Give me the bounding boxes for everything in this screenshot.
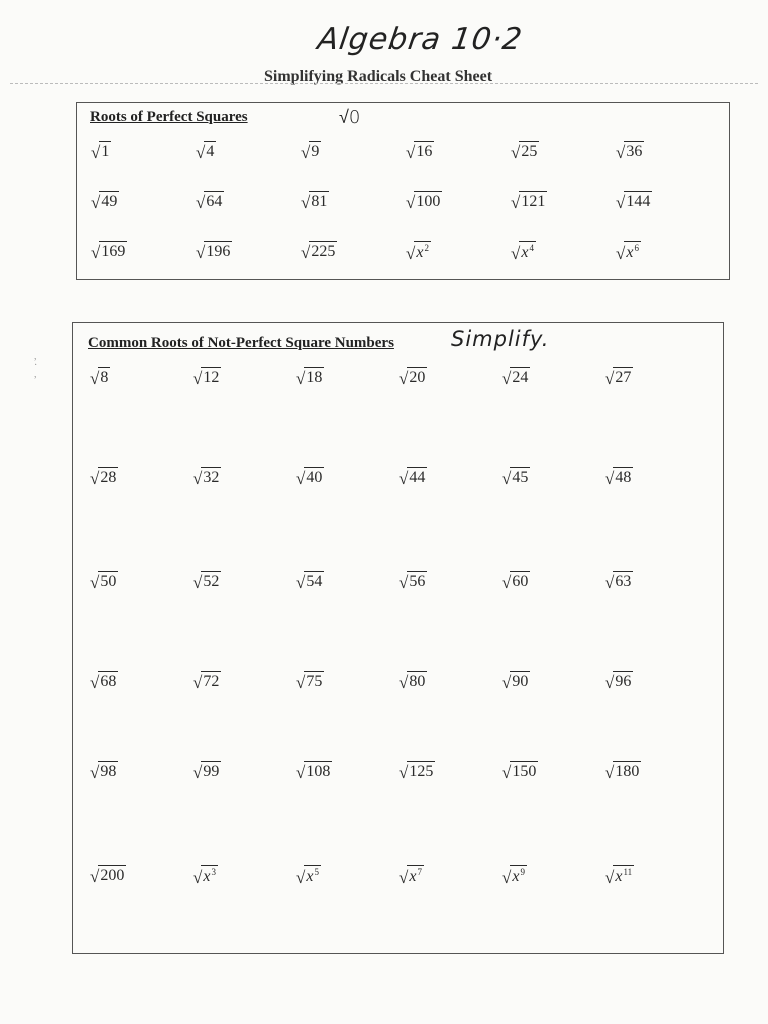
radical-sign-icon: √ [296, 868, 306, 888]
radicand [201, 865, 218, 886]
radical-expression [502, 467, 530, 487]
radicand-base: 96 [615, 673, 632, 690]
radicand [519, 191, 547, 211]
radical-sign-icon: √ [193, 868, 203, 888]
radical-sign-icon: √ [193, 369, 203, 389]
radical-item [502, 761, 605, 865]
radicand [414, 191, 442, 211]
radical-item [296, 571, 399, 671]
radical-item [406, 141, 511, 191]
radicand [98, 571, 118, 591]
radicand [414, 141, 434, 161]
perfect-squares-heading: Roots of Perfect Squares [90, 109, 248, 125]
radical-sign-icon: √ [502, 673, 512, 693]
radical-expression [196, 241, 232, 261]
radical-sign-icon: √ [399, 573, 409, 593]
radicand-base: 75 [306, 673, 323, 690]
radicand [510, 865, 527, 886]
radical-item [399, 671, 502, 761]
radical-item [502, 367, 605, 467]
radical-sign-icon: √ [90, 469, 100, 489]
radicand-exponent: 4 [529, 243, 534, 253]
radical-expression [616, 191, 652, 211]
radical-sign-icon: √ [605, 673, 615, 693]
radicand [624, 241, 641, 262]
radicand-base: 90 [512, 673, 529, 690]
radical-expression [502, 865, 527, 886]
radical-expression [90, 865, 126, 885]
radicand [98, 467, 118, 487]
radicand [204, 241, 232, 261]
radical-expression [301, 241, 337, 261]
radicand [304, 367, 324, 387]
radical-sign-icon: √ [605, 763, 615, 783]
radical-item [511, 191, 616, 241]
radicand [309, 191, 329, 211]
radical-expression [193, 571, 221, 591]
radical-item [193, 571, 296, 671]
radical-sign-icon: √ [91, 193, 101, 213]
radical-item [91, 141, 196, 191]
radical-expression [90, 761, 118, 781]
radicand-base: 40 [306, 469, 323, 486]
radical-item [605, 865, 708, 925]
radical-sign-icon: √ [193, 763, 203, 783]
radical-sign-icon: √ [502, 573, 512, 593]
radical-expression [399, 671, 427, 691]
radical-expression [296, 761, 332, 781]
radical-expression [90, 671, 118, 691]
radical-expression [193, 761, 221, 781]
radicand-base: x [521, 244, 529, 261]
radical-sign-icon: √ [511, 143, 521, 163]
radicand [519, 141, 539, 161]
radical-item [511, 241, 616, 291]
radical-item [296, 467, 399, 571]
radical-expression [196, 141, 216, 161]
radicand-base: x [615, 868, 623, 885]
radicand [613, 467, 633, 487]
radicand [204, 191, 224, 211]
radical-sign-icon: √ [301, 193, 311, 213]
radicand-base: 80 [409, 673, 426, 690]
radical-expression [399, 467, 427, 487]
radicand [304, 761, 332, 781]
radicand [519, 241, 536, 262]
radicand-base: 100 [416, 193, 441, 210]
radical-sign-icon: √ [301, 143, 311, 163]
radical-item [90, 865, 193, 925]
radicand [407, 761, 435, 781]
radical-item [193, 761, 296, 865]
radicand [624, 141, 644, 161]
radicand-base: x [416, 244, 424, 261]
radical-sign-icon: √ [406, 193, 416, 213]
radical-item [196, 241, 301, 291]
radical-expression [511, 241, 536, 262]
radical-sign-icon: √ [90, 573, 100, 593]
radicand-base: 48 [615, 469, 632, 486]
non-perfect-squares-box [72, 322, 724, 954]
radicand-base: 150 [512, 763, 537, 780]
radical-sign-icon: √ [91, 143, 101, 163]
radicand [304, 571, 324, 591]
radical-expression [90, 367, 110, 387]
radicand [204, 141, 216, 161]
radical-expression [511, 191, 547, 211]
radical-item [406, 191, 511, 241]
radical-item [605, 761, 708, 865]
radical-item [90, 571, 193, 671]
radicand-exponent: 6 [634, 243, 639, 253]
radicand-base: 81 [311, 193, 328, 210]
radicand [624, 191, 652, 211]
radical-item [616, 141, 721, 191]
radicand-base: 9 [311, 143, 320, 160]
radicand-base: 52 [203, 573, 220, 590]
radical-expression [399, 571, 427, 591]
radical-sign-icon: √ [90, 369, 100, 389]
radicand-base: 32 [203, 469, 220, 486]
radicand [510, 367, 530, 387]
radicand [613, 571, 633, 591]
radicand [407, 571, 427, 591]
radical-expression [196, 191, 224, 211]
radical-expression [91, 191, 119, 211]
radical-expression [193, 467, 221, 487]
radical-sign-icon: √ [193, 673, 203, 693]
radical-item [90, 761, 193, 865]
radical-sign-icon: √ [196, 143, 206, 163]
radical-sign-icon: √ [406, 244, 416, 264]
radicand-base: 18 [306, 369, 323, 386]
radical-item [399, 761, 502, 865]
radical-item [296, 367, 399, 467]
radical-item [296, 671, 399, 761]
non-perfect-squares-grid [90, 367, 708, 925]
radical-sign-icon: √ [196, 243, 206, 263]
radical-expression [193, 865, 218, 886]
radical-item [399, 467, 502, 571]
radicand-base: 121 [521, 193, 546, 210]
radical-sign-icon: √ [90, 673, 100, 693]
radical-sign-icon: √ [616, 143, 626, 163]
radical-expression [605, 761, 641, 781]
radicand [304, 865, 321, 886]
radicand-base: 49 [101, 193, 118, 210]
radicand [99, 241, 127, 261]
radical-item [301, 141, 406, 191]
radical-expression [605, 467, 633, 487]
radical-item [90, 467, 193, 571]
radicand-base: 108 [306, 763, 331, 780]
radical-sign-icon: √ [511, 244, 521, 264]
radical-expression [406, 141, 434, 161]
radicand-base: 68 [100, 673, 117, 690]
radicand-base: 20 [409, 369, 426, 386]
radical-expression [301, 191, 329, 211]
radicand [309, 241, 337, 261]
radical-sign-icon: √ [296, 469, 306, 489]
radicand-base: 64 [206, 193, 223, 210]
radical-item [193, 671, 296, 761]
radical-sign-icon: √ [605, 868, 615, 888]
radical-expression [91, 141, 111, 161]
radicand [613, 671, 633, 691]
margin-mark: , · , [34, 351, 38, 380]
radicand-base: 72 [203, 673, 220, 690]
radical-item [301, 241, 406, 291]
radicand-exponent: 2 [424, 243, 429, 253]
radicand-base: 8 [100, 369, 109, 386]
radicand [201, 671, 221, 691]
radical-expression [193, 671, 221, 691]
radical-sign-icon: √ [502, 369, 512, 389]
radical-expression [605, 865, 634, 886]
radical-item [511, 141, 616, 191]
radical-item [193, 367, 296, 467]
radical-expression [502, 671, 530, 691]
radicand-base: 63 [615, 573, 632, 590]
radical-item [616, 191, 721, 241]
radical-item [502, 865, 605, 925]
radical-sign-icon: √ [605, 469, 615, 489]
radical-item [502, 571, 605, 671]
radicand [510, 467, 530, 487]
radical-expression [406, 241, 431, 262]
radicand [309, 141, 321, 161]
radical-sign-icon: √ [296, 369, 306, 389]
radical-item [91, 191, 196, 241]
radicand-base: 200 [100, 867, 125, 884]
radical-item [193, 865, 296, 925]
radical-sign-icon: √ [399, 673, 409, 693]
radical-sign-icon: √ [296, 573, 306, 593]
handwritten-simplify-note: Simplify. [451, 327, 550, 351]
radical-sign-icon: √ [502, 868, 512, 888]
radical-sign-icon: √ [616, 244, 626, 264]
radical-item [296, 865, 399, 925]
radical-expression [296, 671, 324, 691]
radical-sign-icon: √ [90, 763, 100, 783]
radicand-base: 54 [306, 573, 323, 590]
radicand-exponent: 5 [314, 867, 319, 877]
radical-sign-icon: √ [399, 469, 409, 489]
radicand [407, 865, 424, 886]
radicand-base: 60 [512, 573, 529, 590]
radical-item [196, 191, 301, 241]
radical-item [605, 367, 708, 467]
radicand-base: x [512, 868, 520, 885]
radicand-base: 56 [409, 573, 426, 590]
radicand [99, 191, 119, 211]
radical-expression [296, 467, 324, 487]
radicand-base: 36 [626, 143, 643, 160]
radicand [201, 571, 221, 591]
radicand [98, 865, 126, 885]
radical-sign-icon: √ [502, 763, 512, 783]
radicand-base: 196 [206, 243, 231, 260]
radicand-base: 125 [409, 763, 434, 780]
radical-item [502, 671, 605, 761]
radical-expression [502, 367, 530, 387]
radicand-base: 99 [203, 763, 220, 780]
radicand [201, 467, 221, 487]
radical-item [90, 671, 193, 761]
radical-sign-icon: √ [616, 193, 626, 213]
radicand [613, 865, 634, 886]
radical-item [193, 467, 296, 571]
radicand [98, 761, 118, 781]
radicand-exponent: 7 [417, 867, 422, 877]
radicand-base: x [409, 868, 417, 885]
radicand [201, 761, 221, 781]
radicand-base: 27 [615, 369, 632, 386]
radical-sign-icon: √ [301, 243, 311, 263]
radical-expression [91, 241, 127, 261]
radical-expression [399, 761, 435, 781]
radical-expression [399, 865, 424, 886]
radicand [510, 571, 530, 591]
radicand [613, 761, 641, 781]
header-divider [10, 83, 758, 84]
radicand-base: x [626, 244, 634, 261]
radicand [99, 141, 111, 161]
radical-expression [90, 467, 118, 487]
radical-item [91, 241, 196, 291]
radicand [613, 367, 633, 387]
radicand-base: 144 [626, 193, 651, 210]
radical-sign-icon: √ [90, 867, 100, 887]
radicand [510, 761, 538, 781]
radical-expression [301, 141, 321, 161]
radical-expression [511, 141, 539, 161]
radical-sign-icon: √ [196, 193, 206, 213]
radicand [98, 671, 118, 691]
radical-sign-icon: √ [193, 469, 203, 489]
radical-expression [406, 191, 442, 211]
radical-sign-icon: √ [605, 573, 615, 593]
radicand [304, 671, 324, 691]
perfect-squares-grid [91, 141, 721, 291]
radicand [407, 671, 427, 691]
radical-sign-icon: √ [399, 369, 409, 389]
radical-sign-icon: √ [511, 193, 521, 213]
handwritten-title: Algebra 10·2 [315, 22, 525, 57]
radicand-exponent: 3 [211, 867, 216, 877]
radical-sign-icon: √ [502, 469, 512, 489]
radicand-base: 25 [521, 143, 538, 160]
radicand-base: 1 [101, 143, 110, 160]
radical-expression [90, 571, 118, 591]
radicand-base: 24 [512, 369, 529, 386]
radical-item [605, 571, 708, 671]
radicand-exponent: 9 [520, 867, 525, 877]
radical-expression [616, 241, 641, 262]
radical-sign-icon: √ [91, 243, 101, 263]
radical-sign-icon: √ [193, 573, 203, 593]
radical-item [399, 865, 502, 925]
radical-expression [399, 367, 427, 387]
radical-expression [502, 571, 530, 591]
radical-expression [296, 571, 324, 591]
radicand-base: 4 [206, 143, 215, 160]
radical-item [301, 191, 406, 241]
radical-item [502, 467, 605, 571]
radical-item [296, 761, 399, 865]
radical-expression [193, 367, 221, 387]
radicand-base: 44 [409, 469, 426, 486]
radicand [201, 367, 221, 387]
radical-sign-icon: √ [296, 763, 306, 783]
radical-expression [605, 571, 633, 591]
radicand-base: 16 [416, 143, 433, 160]
radicand-base: 98 [100, 763, 117, 780]
radical-sign-icon: √ [399, 868, 409, 888]
radical-item [605, 671, 708, 761]
radical-expression [296, 367, 324, 387]
radical-item [616, 241, 721, 291]
radicand [407, 467, 427, 487]
radical-item [196, 141, 301, 191]
radicand-base: 12 [203, 369, 220, 386]
radical-expression [502, 761, 538, 781]
perfect-squares-box [76, 102, 730, 280]
radicand [304, 467, 324, 487]
radicand-base: 28 [100, 469, 117, 486]
radical-item [399, 571, 502, 671]
radical-expression [605, 367, 633, 387]
page-subtitle: Simplifying Radicals Cheat Sheet [264, 68, 493, 85]
handwritten-root-zero-note: √0 [339, 107, 361, 128]
radical-sign-icon: √ [406, 143, 416, 163]
radical-item [406, 241, 511, 291]
radicand-base: x [306, 868, 314, 885]
radical-item [605, 467, 708, 571]
radicand-base: 169 [101, 243, 126, 260]
radicand-base: 45 [512, 469, 529, 486]
radical-expression [616, 141, 644, 161]
radicand-base: 50 [100, 573, 117, 590]
non-perfect-squares-heading: Common Roots of Not-Perfect Square Numbers [88, 335, 394, 351]
radical-item [399, 367, 502, 467]
radical-sign-icon: √ [399, 763, 409, 783]
radicand-exponent: 11 [623, 867, 633, 877]
radical-sign-icon: √ [605, 369, 615, 389]
radical-item [90, 367, 193, 467]
radicand [98, 367, 110, 387]
radicand [510, 671, 530, 691]
radical-sign-icon: √ [296, 673, 306, 693]
radicand-base: 225 [311, 243, 336, 260]
radical-expression [296, 865, 321, 886]
radical-expression [605, 671, 633, 691]
radicand [407, 367, 427, 387]
radicand-base: x [203, 868, 211, 885]
radicand [414, 241, 431, 262]
radicand-base: 180 [615, 763, 640, 780]
